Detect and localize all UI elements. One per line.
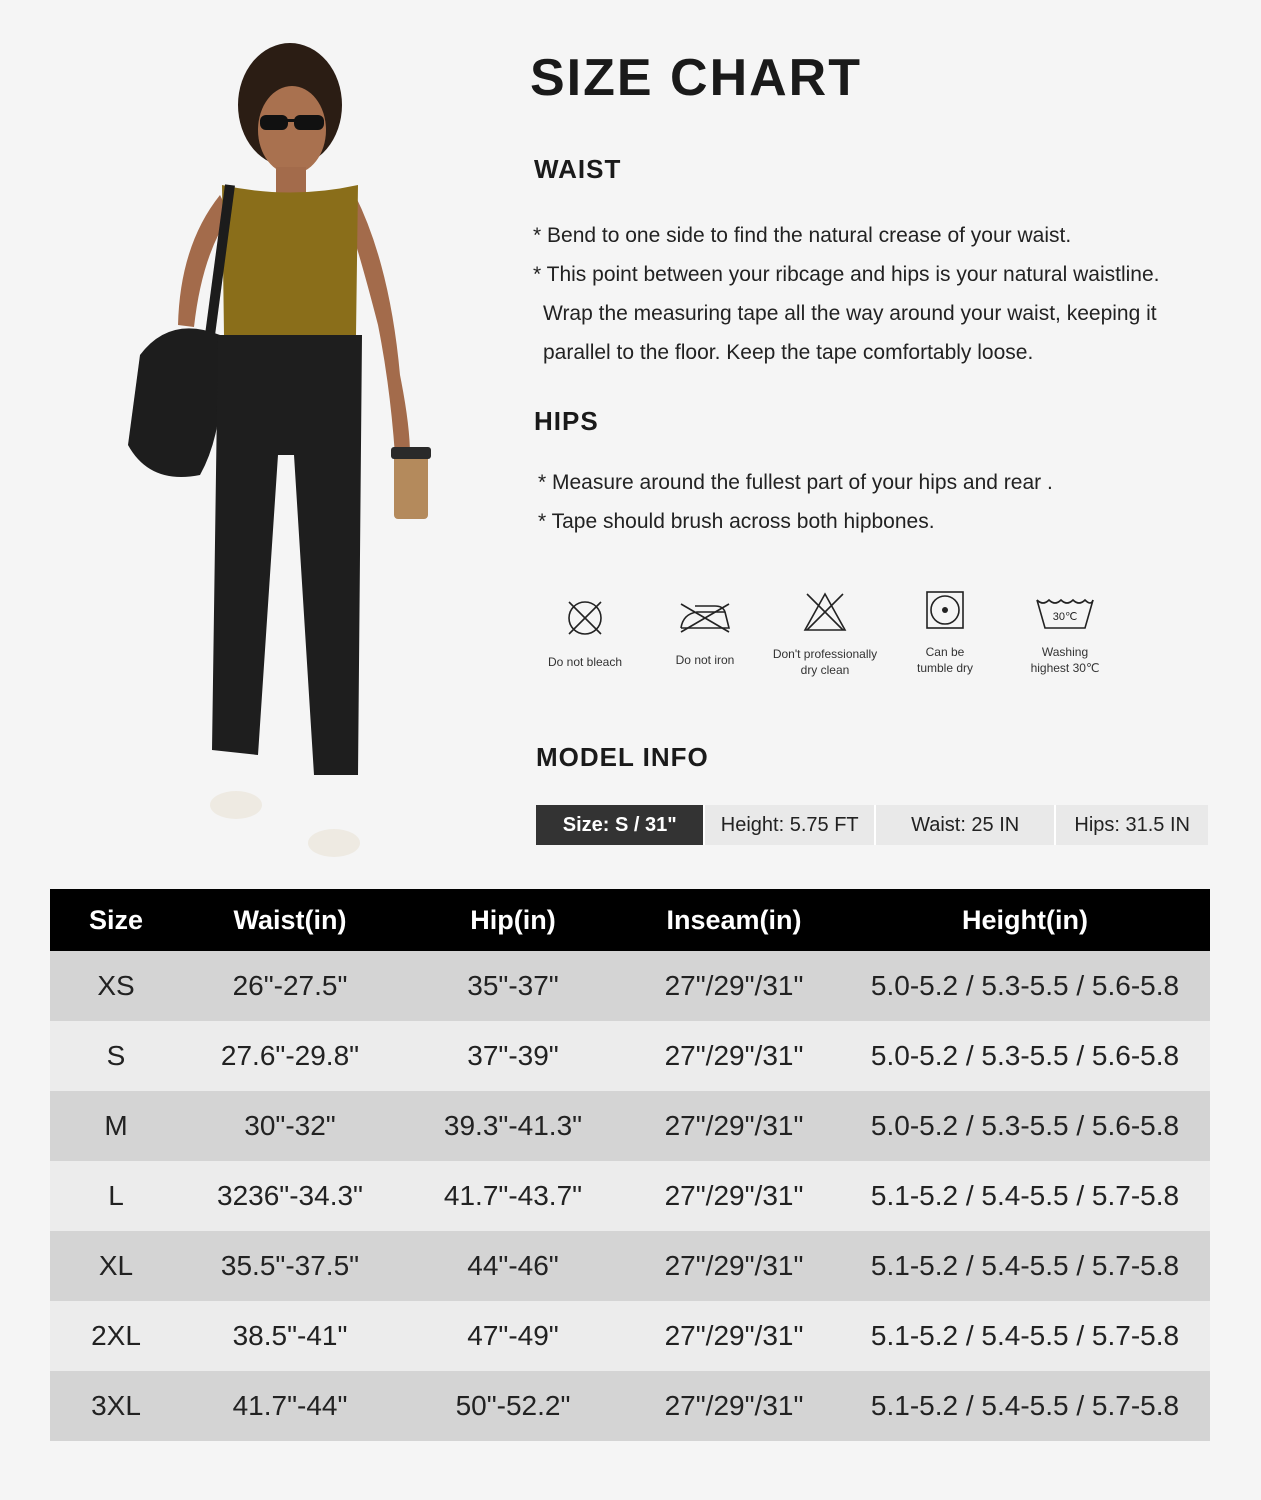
- cell-waist: 35.5"-37.5": [182, 1231, 398, 1301]
- cell-hip: 44"-46": [398, 1231, 628, 1301]
- care-label: tumble dry: [916, 661, 974, 675]
- cell-size: 2XL: [50, 1301, 182, 1371]
- waist-line-2: * This point between your ribcage and hips is your natural waistline.: [533, 263, 1160, 286]
- cell-hip: 47"-49": [398, 1301, 628, 1371]
- cell-waist: 27.6"-29.8": [182, 1021, 398, 1091]
- cell-waist: 30"-32": [182, 1091, 398, 1161]
- header-height: Height(in): [840, 889, 1210, 951]
- cell-hip: 39.3"-41.3": [398, 1091, 628, 1161]
- care-label: Do not iron: [675, 653, 735, 667]
- cell-height: 5.1-5.2 / 5.4-5.5 / 5.7-5.8: [840, 1161, 1210, 1231]
- cell-hip: 50"-52.2": [398, 1371, 628, 1441]
- model-photo: [110, 35, 470, 865]
- care-label: Do not bleach: [547, 655, 623, 669]
- no-bleach-icon: [563, 596, 607, 640]
- wash-temp-label: 30℃: [1052, 611, 1078, 623]
- cell-height: 5.0-5.2 / 5.3-5.5 / 5.6-5.8: [840, 1091, 1210, 1161]
- cell-inseam: 27"/29"/31": [628, 1371, 840, 1441]
- care-label: Washing: [1041, 645, 1089, 659]
- cell-hip: 41.7"-43.7": [398, 1161, 628, 1231]
- cell-inseam: 27"/29"/31": [628, 1021, 840, 1091]
- wash-30-icon: [1033, 594, 1097, 632]
- model-size: Size: S / 31": [536, 805, 705, 845]
- cell-height: 5.0-5.2 / 5.3-5.5 / 5.6-5.8: [840, 1021, 1210, 1091]
- table-row: [50, 1231, 1210, 1301]
- cell-inseam: 27"/29"/31": [628, 1231, 840, 1301]
- cell-size: XL: [50, 1231, 182, 1301]
- care-label: highest 30℃: [1030, 661, 1100, 675]
- cell-inseam: 27"/29"/31": [628, 1301, 840, 1371]
- cell-waist: 41.7"-44": [182, 1371, 398, 1441]
- cell-size: M: [50, 1091, 182, 1161]
- care-item-no-iron: [645, 596, 765, 668]
- hips-heading: HIPS: [534, 406, 599, 436]
- cell-inseam: 27"/29"/31": [628, 951, 840, 1021]
- care-item-tumble-dry: [885, 588, 1005, 676]
- table-row: [50, 1371, 1210, 1441]
- table-row: [50, 1161, 1210, 1231]
- care-label: Can be: [925, 645, 965, 659]
- care-instructions: [525, 588, 1125, 688]
- table-row: [50, 951, 1210, 1021]
- header-hip: Hip(in): [398, 889, 628, 951]
- header-inseam: Inseam(in): [628, 889, 840, 951]
- model-info-heading: MODEL INFO: [536, 742, 709, 772]
- waist-line-1: * Bend to one side to find the natural crease of your waist.: [533, 224, 1072, 247]
- care-item-no-bleach: [525, 596, 645, 670]
- table-row: [50, 1091, 1210, 1161]
- table-row: [50, 1021, 1210, 1091]
- model-height: Height: 5.75 FT: [705, 805, 875, 845]
- hips-line-1: * Measure around the fullest part of your hips and rear .: [538, 471, 1053, 494]
- cell-height: 5.1-5.2 / 5.4-5.5 / 5.7-5.8: [840, 1371, 1210, 1441]
- cell-size: XS: [50, 951, 182, 1021]
- tumble-dry-icon: [923, 588, 967, 632]
- cell-size: 3XL: [50, 1371, 182, 1441]
- model-info-bar: [536, 805, 1208, 845]
- table-header-row: [50, 889, 1210, 951]
- cell-waist: 3236"-34.3": [182, 1161, 398, 1231]
- cell-size: S: [50, 1021, 182, 1091]
- header-size: Size: [50, 889, 182, 951]
- waist-line-4: parallel to the floor. Keep the tape comfortably loose.: [543, 341, 1034, 364]
- cell-size: L: [50, 1161, 182, 1231]
- care-item-wash-30: [1005, 594, 1125, 676]
- waist-heading: WAIST: [534, 154, 622, 184]
- table-row: [50, 1301, 1210, 1371]
- page-title: SIZE CHART: [530, 49, 862, 107]
- waist-instructions: [533, 216, 1159, 372]
- hips-instructions: [538, 463, 1053, 541]
- cell-hip: 37"-39": [398, 1021, 628, 1091]
- care-label: Don't professionally: [772, 647, 878, 661]
- care-label: dry clean: [800, 663, 850, 677]
- header-waist: Waist(in): [182, 889, 398, 951]
- hips-line-2: * Tape should brush across both hipbones.: [538, 510, 935, 533]
- cell-height: 5.0-5.2 / 5.3-5.5 / 5.6-5.8: [840, 951, 1210, 1021]
- no-dry-clean-icon: [801, 588, 849, 636]
- cell-height: 5.1-5.2 / 5.4-5.5 / 5.7-5.8: [840, 1301, 1210, 1371]
- model-waist: Waist: 25 IN: [876, 805, 1056, 845]
- cell-hip: 35"-37": [398, 951, 628, 1021]
- size-table: [50, 889, 1210, 1441]
- cell-waist: 38.5"-41": [182, 1301, 398, 1371]
- cell-inseam: 27"/29"/31": [628, 1161, 840, 1231]
- waist-line-3: Wrap the measuring tape all the way around your waist, keeping it: [543, 302, 1157, 325]
- cell-waist: 26"-27.5": [182, 951, 398, 1021]
- care-item-no-dry-clean: [765, 588, 885, 678]
- no-iron-icon: [675, 596, 735, 636]
- model-hips: Hips: 31.5 IN: [1056, 805, 1208, 845]
- cell-height: 5.1-5.2 / 5.4-5.5 / 5.7-5.8: [840, 1231, 1210, 1301]
- cell-inseam: 27"/29"/31": [628, 1091, 840, 1161]
